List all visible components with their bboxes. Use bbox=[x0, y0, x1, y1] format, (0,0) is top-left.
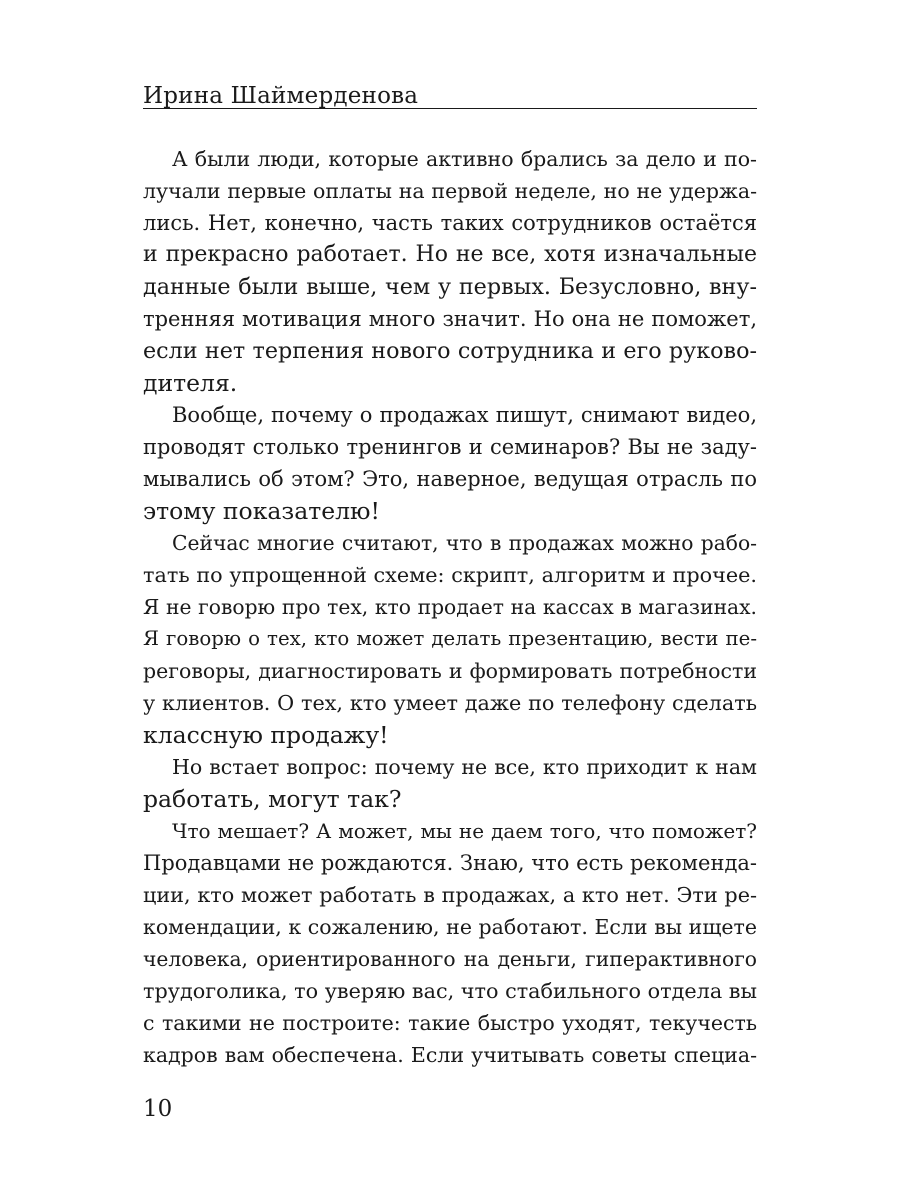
text-line: у клиентов. О тех, кто умеет даже по телефону сделать bbox=[143, 691, 757, 715]
text-line: и прекрасно работает. Но не все, хотя изначальные bbox=[143, 242, 757, 267]
text-line: работать, могут так? bbox=[143, 785, 402, 813]
text-line: этому показателю! bbox=[143, 497, 380, 525]
text-line: Я не говорю про тех, кто продает на кассах в магазинах. bbox=[143, 595, 757, 619]
page-number: 10 bbox=[143, 1096, 173, 1122]
text-line: Что мешает? А может, мы не даем того, что поможет? bbox=[172, 819, 757, 843]
text-line: Продавцами не рождаются. Знаю, что есть рекоменда- bbox=[143, 851, 757, 875]
text-line: лучали первые оплаты на первой неделе, но не удержа- bbox=[143, 179, 757, 203]
text-line: кадров вам обеспечена. Если учитывать советы специа- bbox=[143, 1043, 757, 1067]
text-line: реговоры, диагностировать и формировать потребности bbox=[143, 659, 757, 683]
text-line: трудоголика, то уверяю вас, что стабильного отдела вы bbox=[143, 979, 757, 1003]
text-line: мывались об этом? Это, наверное, ведущая отрасль по bbox=[143, 467, 757, 491]
text-line: тать по упрощенной схеме: скрипт, алгоритм и прочее. bbox=[143, 563, 757, 587]
text-line: Но встает вопрос: почему не все, кто приходит к нам bbox=[172, 755, 757, 779]
text-line: проводят столько тренингов и семинаров? Вы не заду- bbox=[143, 435, 757, 459]
text-line: дителя. bbox=[143, 369, 238, 397]
text-line: тренняя мотивация много значит. Но она не поможет, bbox=[143, 307, 757, 331]
text-line: Я говорю о тех, кто может делать презентацию, вести пе- bbox=[143, 627, 757, 650]
body-text bbox=[143, 143, 757, 1071]
text-line: лись. Нет, конечно, часть таких сотрудников остаётся bbox=[143, 211, 757, 235]
text-line: ции, кто может работать в продажах, а кто нет. Эти ре- bbox=[143, 883, 757, 907]
text-line: человека, ориентированного на деньги, гиперактивного bbox=[143, 947, 757, 971]
running-head-author: Ирина Шаймерденова bbox=[143, 83, 419, 109]
text-line: комендации, к сожалению, не работают. Если вы ищете bbox=[143, 915, 757, 939]
text-line: с такими не построите: такие быстро уходят, текучесть bbox=[143, 1011, 757, 1035]
text-line: Сейчас многие считают, что в продажах можно рабо- bbox=[172, 531, 757, 555]
text-line: данные были выше, чем у первых. Безусловно, вну- bbox=[143, 274, 757, 300]
text-line: Вообще, почему о продажах пишут, снимают видео, bbox=[172, 403, 757, 427]
text-line: если нет терпения нового сотрудника и его руково- bbox=[143, 338, 757, 364]
text-line: А были люди, которые активно брались за дело и по- bbox=[172, 147, 757, 171]
text-line: классную продажу! bbox=[143, 721, 389, 749]
header-rule bbox=[143, 108, 757, 109]
